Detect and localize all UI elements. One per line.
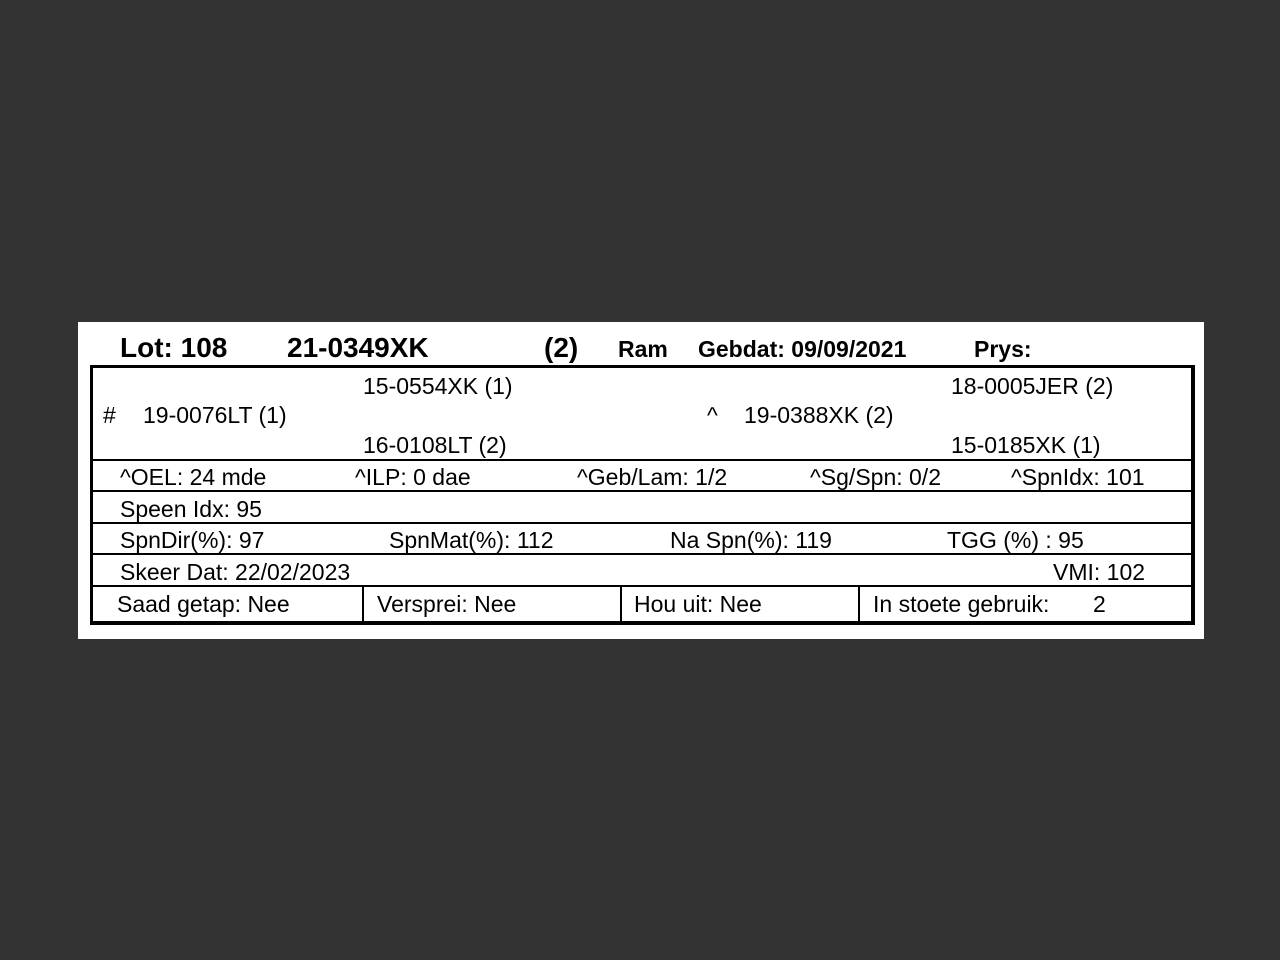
divider xyxy=(93,490,1191,492)
ilp-value: ^ILP: 0 dae xyxy=(355,464,471,490)
lot-card xyxy=(78,322,1204,639)
birth-date: Gebdat: 09/09/2021 xyxy=(698,336,907,362)
divider xyxy=(93,459,1191,461)
sire-sire-id: 15-0554XK (1) xyxy=(363,373,513,399)
birth-count: (2) xyxy=(544,332,579,363)
na-spn-value: Na Spn(%): 119 xyxy=(670,527,832,553)
dam-dam-id: 15-0185XK (1) xyxy=(951,432,1101,458)
stoete-label: In stoete gebruik: xyxy=(873,591,1050,617)
animal-id: 21-0349XK xyxy=(287,332,429,363)
column-divider xyxy=(858,585,860,621)
tgg-value: TGG (%) : 95 xyxy=(947,527,1084,553)
sire-dam-id: 16-0108LT (2) xyxy=(363,432,507,458)
price-label: Prys: xyxy=(974,336,1032,362)
dam-marker: ^ xyxy=(707,402,718,428)
sire-marker: # xyxy=(103,402,116,428)
stoete-value: 2 xyxy=(1093,591,1106,617)
speen-idx-value: Speen Idx: 95 xyxy=(120,496,262,522)
saad-getap-value: Saad getap: Nee xyxy=(117,591,290,617)
dam-id: 19-0388XK (2) xyxy=(744,402,894,428)
geb-lam-value: ^Geb/Lam: 1/2 xyxy=(577,464,728,490)
vmi-value: VMI: 102 xyxy=(1053,559,1146,585)
spn-dir-value: SpnDir(%): 97 xyxy=(120,527,265,553)
oel-value: ^OEL: 24 mde xyxy=(120,464,267,490)
sire-id: 19-0076LT (1) xyxy=(143,402,287,428)
skeer-date: Skeer Dat: 22/02/2023 xyxy=(120,559,351,585)
divider xyxy=(93,522,1191,524)
column-divider xyxy=(620,585,622,621)
details-table xyxy=(90,365,1195,625)
divider xyxy=(93,553,1191,555)
hou-uit-value: Hou uit: Nee xyxy=(634,591,762,617)
versprei-value: Versprei: Nee xyxy=(377,591,517,617)
column-divider xyxy=(362,585,364,621)
spn-mat-value: SpnMat(%): 112 xyxy=(389,527,554,553)
sg-spn-value: ^Sg/Spn: 0/2 xyxy=(810,464,941,490)
spn-idx-value: ^SpnIdx: 101 xyxy=(1011,464,1145,490)
lot-number: Lot: 108 xyxy=(120,332,228,363)
divider xyxy=(93,585,1191,587)
dam-sire-id: 18-0005JER (2) xyxy=(951,373,1114,399)
sex-label: Ram xyxy=(618,336,668,362)
